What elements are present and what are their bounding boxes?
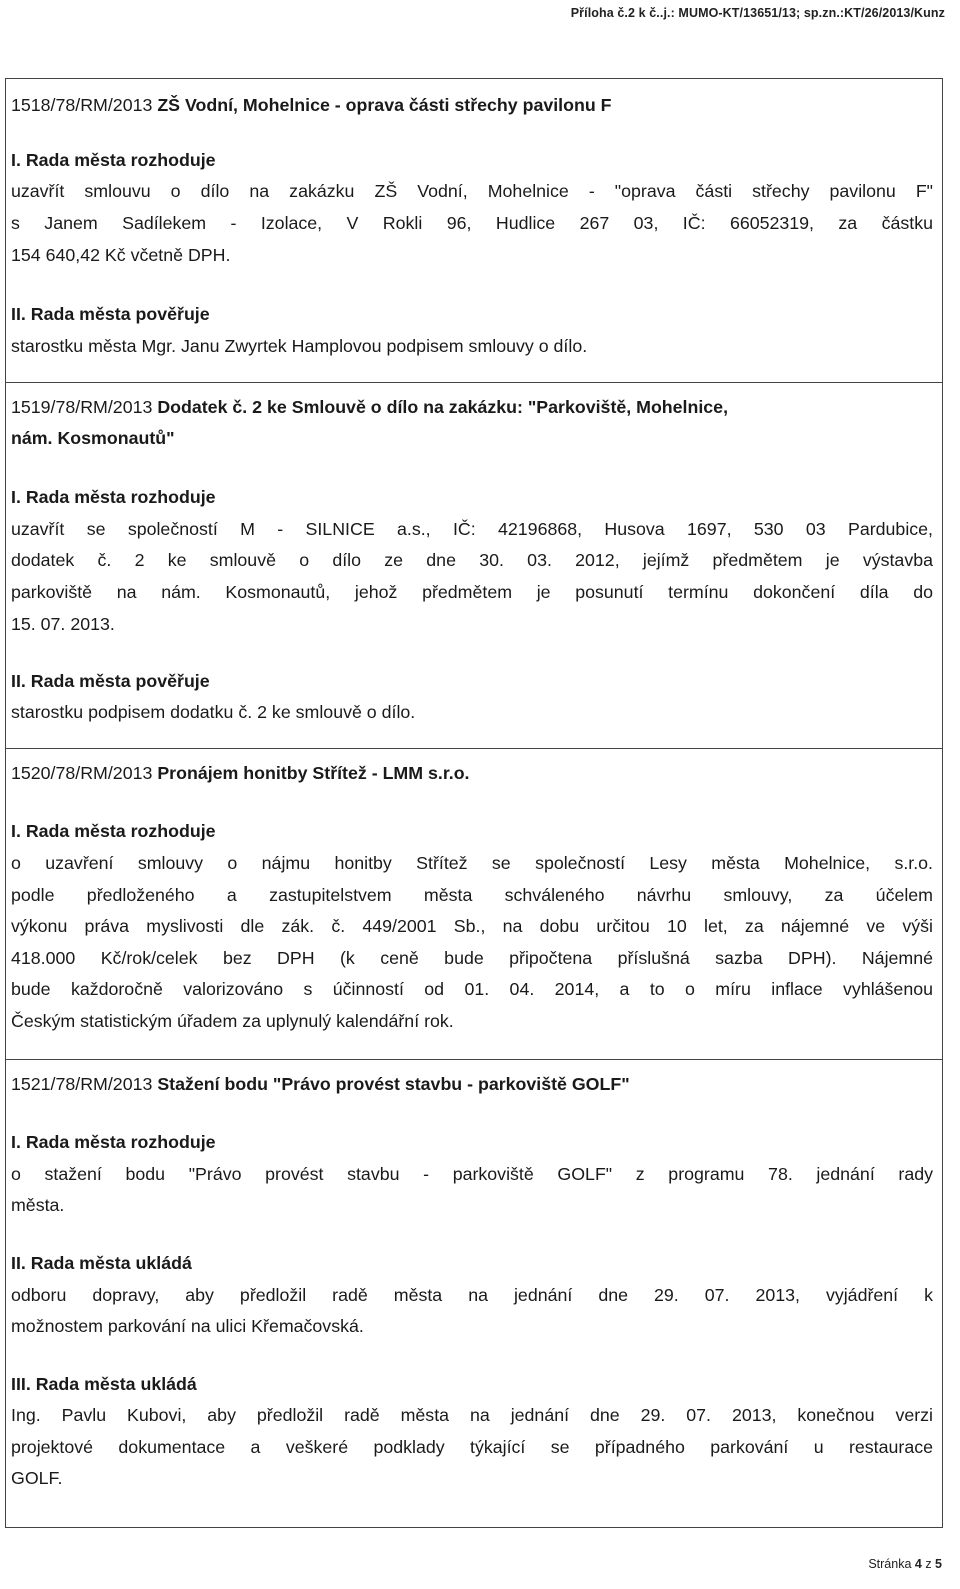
resolution-text-line: o stažení bodu "Právo provést stavbu - parkoviště GOLF" z programu 78. jednání rady <box>11 1164 933 1184</box>
resolution-part-heading: I. Rada města rozhoduje <box>11 821 216 841</box>
resolution-number: 1519/78/RM/2013 <box>11 397 158 417</box>
resolution-title: ZŠ Vodní, Mohelnice - oprava části střechy pavilonu F <box>157 95 612 115</box>
page-footer <box>868 1557 942 1571</box>
resolution-text-line: s Janem Sadílekem - Izolace, V Rokli 96, Hudlice 267 03, IČ: 66052319, za částku <box>11 213 933 233</box>
resolution-title-continued: nám. Kosmonautů" <box>11 428 175 448</box>
resolution-part-heading: II. Rada města pověřuje <box>11 671 210 691</box>
resolution-number: 1518/78/RM/2013 <box>11 95 158 115</box>
total-page-number: 5 <box>935 1557 942 1571</box>
resolution-text-line: projektové dokumentace a veškeré podklady týkající se případného parkování u restaurace <box>11 1437 933 1457</box>
resolution-heading <box>11 396 933 418</box>
resolution-number: 1521/78/RM/2013 <box>11 1074 158 1094</box>
resolution-text-line: bude každoročně valorizováno s účinností od 01. 04. 2014, a to o míru inflace vyhlášenou <box>11 979 933 999</box>
resolution-part-heading: II. Rada města pověřuje <box>11 304 210 324</box>
current-page-number: 4 <box>914 1557 922 1571</box>
resolution-heading <box>11 94 933 116</box>
resolution-title: Pronájem honitby Střítež - LMM s.r.o. <box>157 763 470 783</box>
resolution-text-line: starostku podpisem dodatku č. 2 ke smlouvě o dílo. <box>11 702 416 722</box>
resolution-text-line: možnostem parkování na ulici Křemačovská. <box>11 1316 364 1336</box>
resolution-part-heading: III. Rada města ukládá <box>11 1374 197 1394</box>
resolution-title: Stažení bodu "Právo provést stavbu - parkoviště GOLF" <box>157 1074 630 1094</box>
resolution-text-line: Ing. Pavlu Kubovi, aby předložil radě města na jednání dne 29. 07. 2013, konečnou verzi <box>11 1405 933 1425</box>
resolution-part-heading: I. Rada města rozhoduje <box>11 150 216 170</box>
page-separator: z <box>921 1557 936 1571</box>
resolution-number: 1520/78/RM/2013 <box>11 763 158 783</box>
resolution-text-line: starostku města Mgr. Janu Zwyrtek Hamplovou podpisem smlouvy o dílo. <box>11 336 588 356</box>
resolution-text-line: odboru dopravy, aby předložil radě města na jednání dne 29. 07. 2013, vyjádření k <box>11 1285 933 1305</box>
resolution-text-line: uzavřít se společností M - SILNICE a.s., IČ: 42196868, Husova 1697, 530 03 Pardubice, <box>11 519 933 539</box>
resolution-title: Dodatek č. 2 ke Smlouvě o dílo na zakázku: "Parkoviště, Mohelnice, <box>157 397 729 417</box>
resolution-text-line: Českým statistickým úřadem za uplynulý kalendářní rok. <box>11 1011 454 1031</box>
resolution-part-heading: II. Rada města ukládá <box>11 1253 192 1273</box>
resolution-text-line: parkoviště na nám. Kosmonautů, jehož předmětem je posunutí termínu dokončení díla do <box>11 582 933 602</box>
resolution-text-line: 154 640,42 Kč včetně DPH. <box>11 245 231 265</box>
resolution-text-line: města. <box>11 1195 65 1215</box>
resolution-part-heading: I. Rada města rozhoduje <box>11 487 216 507</box>
resolution-text-line: GOLF. <box>11 1468 63 1488</box>
resolution-heading <box>11 1073 933 1095</box>
resolution-text-line: uzavřít smlouvu o dílo na zakázku ZŠ Vodní, Mohelnice - "oprava části střechy pavilonu F" <box>11 181 933 201</box>
resolution-part-heading: I. Rada města rozhoduje <box>11 1132 216 1152</box>
resolution-text-line: podle předloženého a zastupitelstvem města schváleného návrhu smlouvy, za účelem <box>11 885 933 905</box>
resolution-text-line: 15. 07. 2013. <box>11 614 115 634</box>
resolution-text-line: výkonu práva myslivosti dle zák. č. 449/2001 Sb., na dobu určitou 10 let, za nájemné ve výši <box>11 916 933 936</box>
resolution-text-line: dodatek č. 2 ke smlouvě o dílo ze dne 30. 03. 2012, jejímž předmětem je výstavba <box>11 550 933 570</box>
resolution-text-line: o uzavření smlouvy o nájmu honitby Střítež se společností Lesy města Mohelnice, s.r.o. <box>11 853 933 873</box>
resolution-text-line: 418.000 Kč/rok/celek bez DPH (k ceně bude připočtena příslušná sazba DPH). Nájemné <box>11 948 933 968</box>
page-label: Stránka <box>868 1557 915 1571</box>
page-header-reference: Příloha č.2 k č..j.: MUMO-KT/13651/13; sp.zn.:KT/26/2013/Kunz <box>570 6 945 20</box>
resolution-heading <box>11 762 933 784</box>
